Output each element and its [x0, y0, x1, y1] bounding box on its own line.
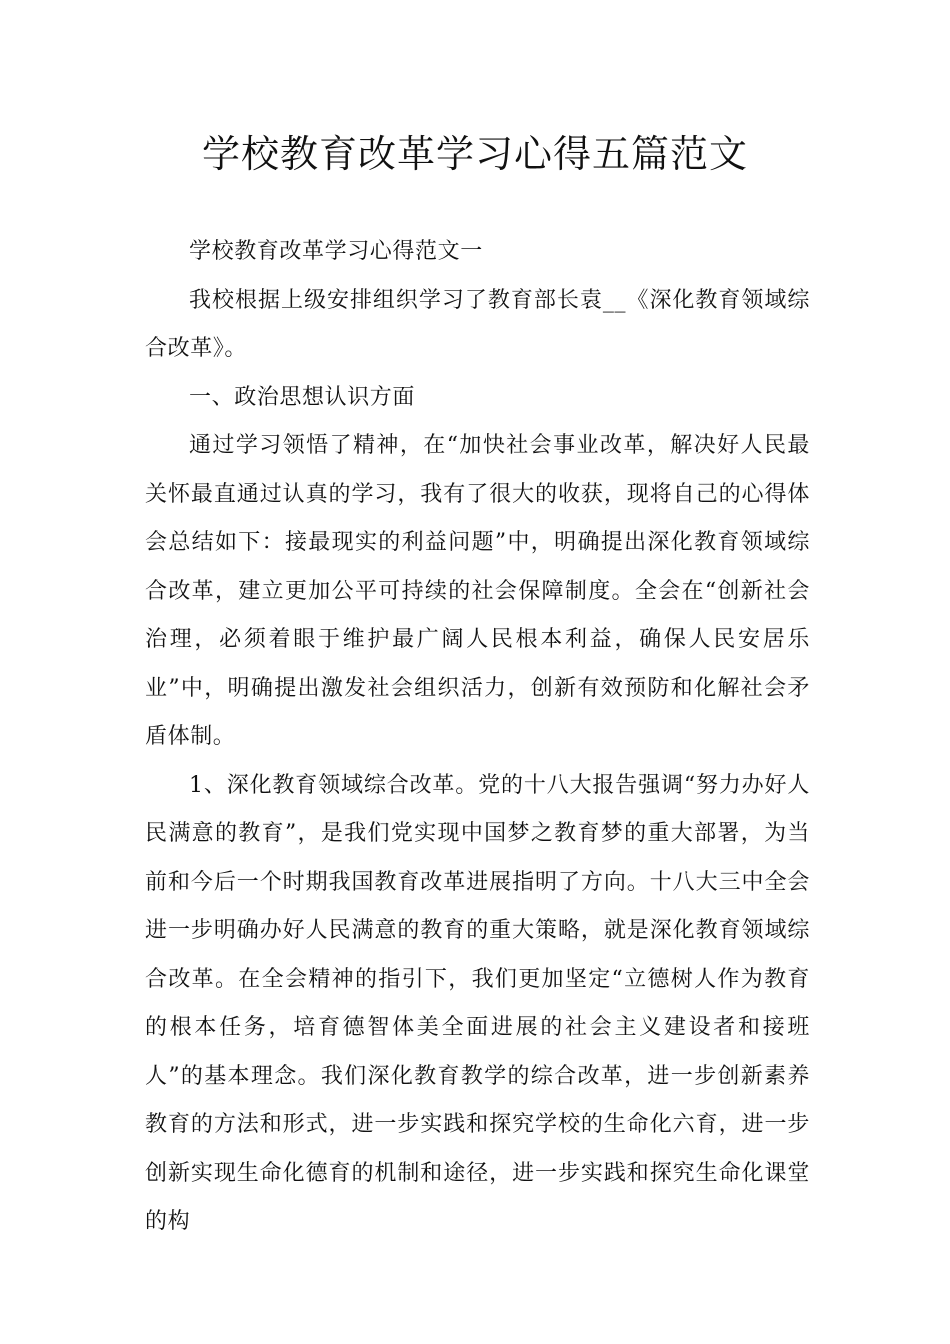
- subsection-heading: 一、政治思想认识方面: [189, 384, 416, 410]
- paragraph: 通过学习领悟了精神，在“加快社会事业改革，解决好人民最关怀最直通过认真的学习，我有了很大的收获，现将自己的心得体会总结如下：接最现实的利益问题”中，明确提出深化教育领域综合改革，建立更加公平可持续的社会保障制度。全会在“创新社会治理，必须着眼于维护最广阔人民根本利益，确保人民安居乐业”中，明确提出激发社会组织活力，创新有效预防和化解社会矛盾体制。: [145, 433, 810, 749]
- section-heading: 学校教育改革学习心得范文一: [189, 239, 483, 264]
- paragraph: 我校根据上级安排组织学习了教育部长袁__《深化教育领域综合改革》。: [145, 287, 810, 361]
- document-title: 学校教育改革学习心得五篇范文: [201, 132, 748, 176]
- paragraph: 1、深化教育领域综合改革。党的十八大报告强调“努力办好人民满意的教育”，是我们党实现中国梦之教育梦的重大部署，为当前和今后一个时期我国教育改革进展指明了方向。十八大三中全会进一步明确办好人民满意的教育的重大策略，就是深化教育领域综合改革。在全会精神的指引下，我们更加坚定“立德树人作为教育的根本任务，培育德智体美全面进展的社会主义建设者和接班人”的基本理念。我们深化教育教学的综合改革，进一步创新素养教育的方法和形式，进一步实践和探究学校的生命化六育，进一步创新实现生命化德育的机制和途径，进一步实践和探究生命化课堂的构: [145, 772, 810, 1234]
- document-body: [145, 228, 810, 1247]
